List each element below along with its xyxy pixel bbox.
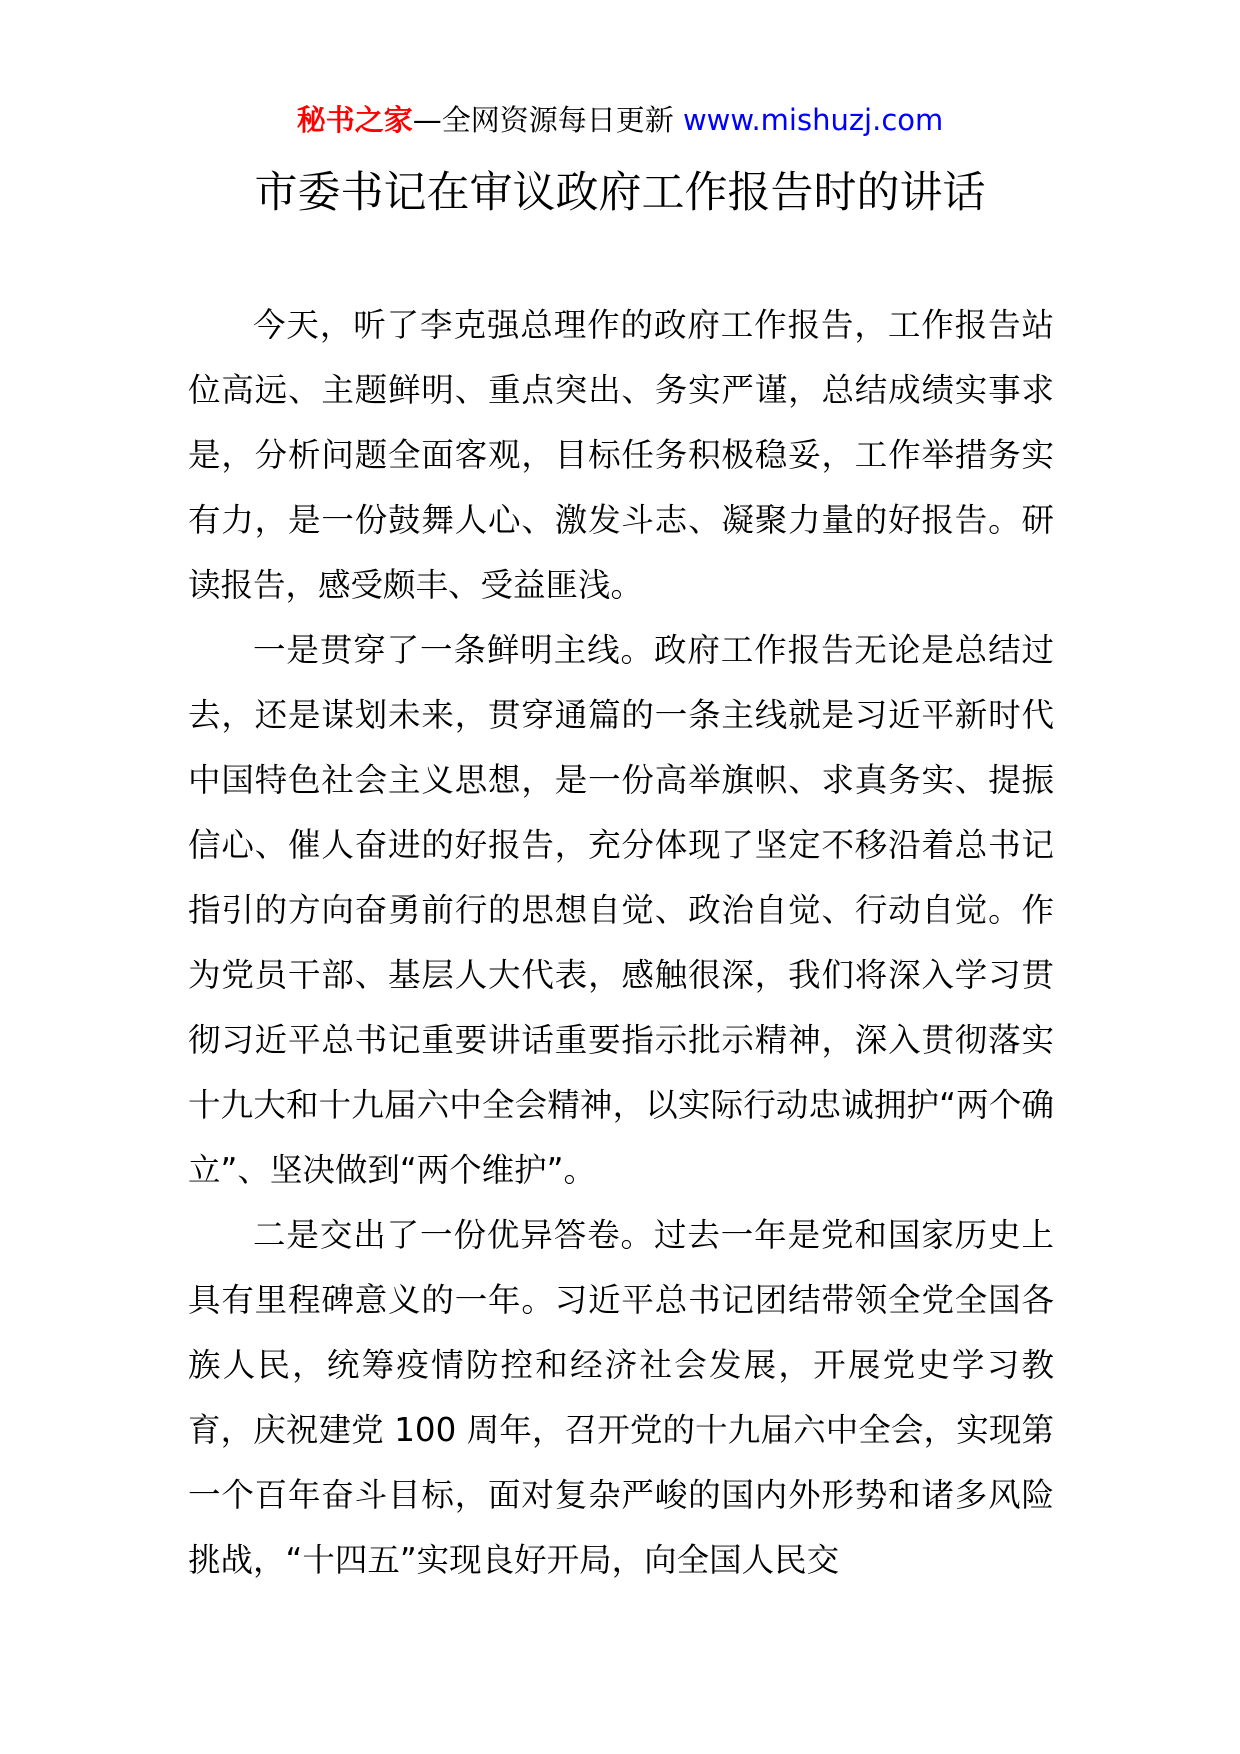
document-body bbox=[188, 293, 1054, 1593]
site-tagline: —全网资源每日更新 bbox=[412, 103, 674, 137]
paragraph-intro: 今天，听了李克强总理作的政府工作报告，工作报告站位高远、主题鲜明、重点突出、务实严谨，总结成绩实事求是，分析问题全面客观，目标任务积极稳妥，工作举措务实有力，是一份鼓舞人心、激发斗志、凝聚力量的好报告。研读报告，感受颇丰、受益匪浅。 bbox=[188, 306, 1054, 604]
site-url[interactable]: www.mishuzj.com bbox=[682, 103, 944, 137]
paragraph-point-two: 二是交出了一份优异答卷。过去一年是党和国家历史上具有里程碑意义的一年。习近平总书记团结带领全党全国各族人民，统筹疫情防控和经济社会发展，开展党史学习教育，庆祝建党 100 周年，召开党的十九届六中全会，实现第一个百年奋斗目标，面对复杂严峻的国内外形势和诸多风险挑战，“十四五”实现良好开局，向全国人民交 bbox=[188, 1216, 1054, 1579]
paragraph-point-one: 一是贯穿了一条鲜明主线。政府工作报告无论是总结过去，还是谋划未来，贯穿通篇的一条主线就是习近平新时代中国特色社会主义思想，是一份高举旗帜、求真务实、提振信心、催人奋进的好报告，充分体现了坚定不移沿着总书记指引的方向奋勇前行的思想自觉、政治自觉、行动自觉。作为党员干部、基层人大代表，感触很深，我们将深入学习贯彻习近平总书记重要讲话重要指示批示精神，深入贯彻落实十九大和十九届六中全会精神，以实际行动忠诚拥护“两个确立”、坚决做到“两个维护”。 bbox=[188, 631, 1054, 1189]
site-brand: 秘书之家 bbox=[296, 103, 413, 137]
document-title: 市委书记在审议政府工作报告时的讲话 bbox=[254, 168, 986, 218]
site-header bbox=[0, 100, 1240, 140]
